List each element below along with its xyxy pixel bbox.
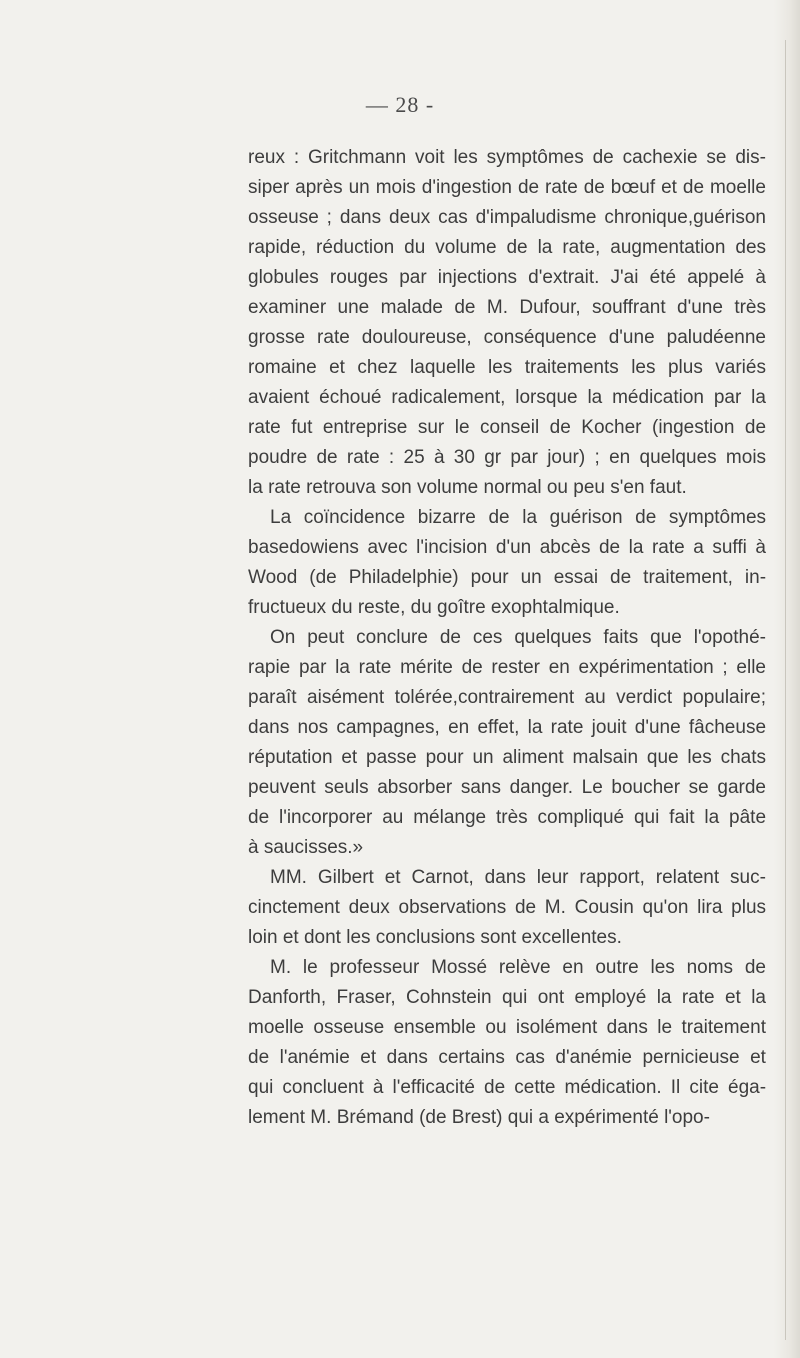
text-line: fructueux du reste, du goître exophtalmique.: [248, 597, 620, 618]
text-line: poudre de rate : 25 à 30 gr par jour) ; en quelques mois: [248, 447, 767, 468]
text-line: rapide, réduction du volume de la rate, augmentation des: [248, 237, 767, 258]
text-line: siper après un mois d'ingestion de rate de bœuf et de moelle: [248, 177, 766, 198]
text-line: On peut conclure de ces quelques faits que l'opothé-: [270, 627, 766, 648]
text-line: qui concluent à l'efficacité de cette médication. Il cite éga-: [248, 1077, 767, 1098]
text-line: de l'anémie et dans certains cas d'anémie pernicieuse et: [248, 1047, 766, 1068]
text-line: grosse rate douloureuse, conséquence d'une paludéenne: [248, 327, 766, 348]
text-line: loin et dont les conclusions sont excellentes.: [248, 927, 622, 948]
body-text: [248, 143, 766, 1133]
text-line: lement M. Brémand (de Brest) qui a expérimenté l'opo-: [248, 1107, 710, 1128]
page-number: — 28 -: [365, 92, 435, 117]
text-line: reux : Gritchmann voit les symptômes de cachexie se dis-: [248, 147, 766, 168]
text-line: à saucisses.»: [248, 837, 364, 858]
text-line: paraît aisément tolérée,contrairement au verdict populaire;: [248, 687, 767, 708]
text-line: MM. Gilbert et Carnot, dans leur rapport, relatent suc-: [270, 867, 766, 888]
text-line: dans nos campagnes, en effet, la rate jouit d'une fâcheuse: [248, 717, 767, 738]
text-line: rapie par la rate mérite de rester en expérimentation ; elle: [248, 657, 766, 678]
text-line: basedowiens avec l'incision d'un abcès de la rate a suffi à: [248, 537, 766, 558]
text-line: examiner une malade de M. Dufour, souffrant d'une très: [248, 297, 767, 318]
text-line: Danforth, Fraser, Cohnstein qui ont employé la rate et la: [248, 987, 766, 1008]
text-line: la rate retrouva son volume normal ou peu s'en faut.: [248, 477, 687, 498]
page-edge-line: [785, 40, 786, 1340]
text-line: moelle osseuse ensemble ou isolément dans le traitement: [248, 1017, 766, 1038]
text-line: rate fut entreprise sur le conseil de Kocher (ingestion de: [248, 417, 767, 438]
text-line: Wood (de Philadelphie) pour un essai de traitement, in-: [248, 567, 767, 588]
text-line: globules rouges par injections d'extrait. J'ai été appelé à: [248, 267, 766, 288]
text-line: de l'incorporer au mélange très compliqué qui fait la pâte: [248, 807, 767, 828]
text-line: peuvent seuls absorber sans danger. Le boucher se garde: [248, 777, 766, 798]
text-line: romaine et chez laquelle les traitements les plus variés: [248, 357, 766, 378]
text-line: La coïncidence bizarre de la guérison de symptômes: [270, 507, 767, 528]
page-edge-shadow: [774, 0, 800, 1358]
text-line: réputation et passe pour un aliment malsain que les chats: [248, 747, 766, 768]
text-line: avaient échoué radicalement, lorsque la médication par la: [248, 387, 766, 408]
text-line: cinctement deux observations de M. Cousin qu'on lira plus: [248, 897, 767, 918]
text-line: M. le professeur Mossé relève en outre les noms de: [270, 957, 766, 978]
text-line: osseuse ; dans deux cas d'impaludisme chronique,guérison: [248, 207, 766, 228]
